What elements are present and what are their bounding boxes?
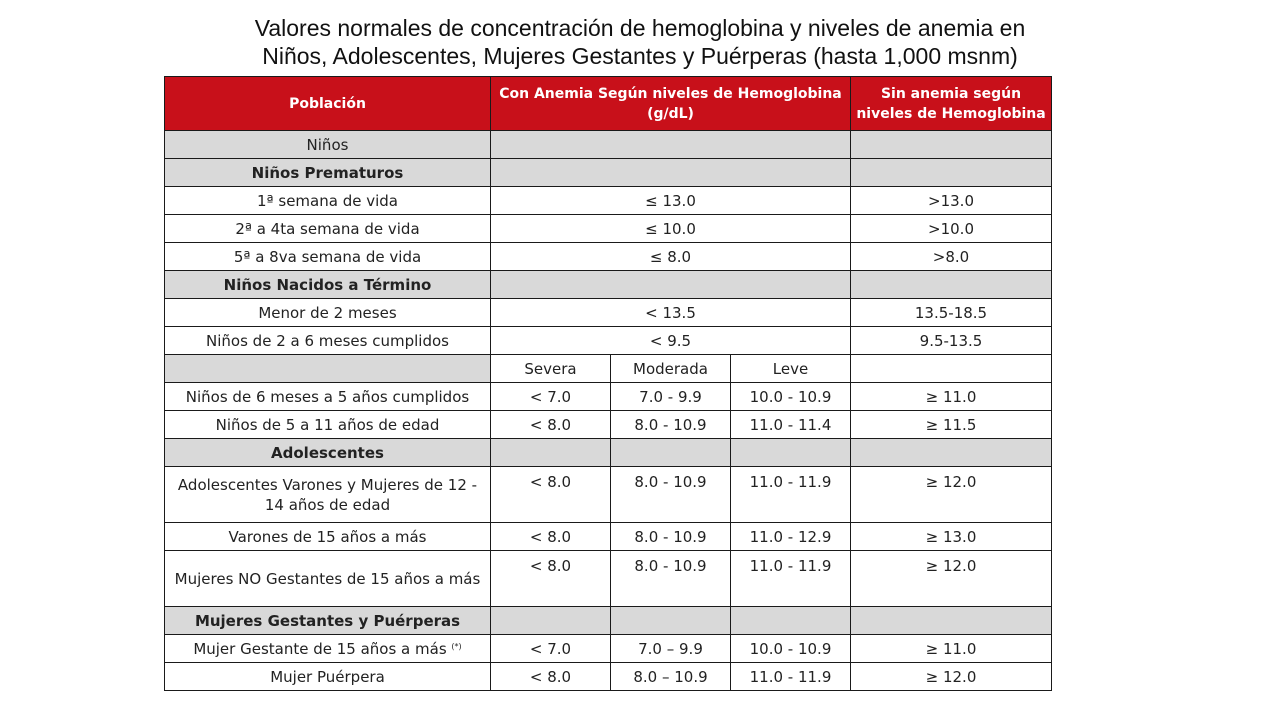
row-label: Menor de 2 meses bbox=[165, 299, 491, 327]
row-label: Niños de 2 a 6 meses cumplidos bbox=[165, 327, 491, 355]
title-line-1: Valores normales de concentración de hemoglobina y niveles de anemia en bbox=[254, 15, 1026, 41]
severa-value: < 8.0 bbox=[491, 411, 611, 439]
table-row bbox=[165, 635, 1052, 663]
con-anemia-value: < 9.5 bbox=[491, 327, 851, 355]
section-label-ninos: Niños bbox=[165, 131, 491, 159]
table-row bbox=[165, 243, 1052, 271]
row-label: Niños de 5 a 11 años de edad bbox=[165, 411, 491, 439]
section-row bbox=[165, 131, 1052, 159]
sin-anemia-value: ≥ 12.0 bbox=[851, 467, 1052, 523]
sin-anemia-value: ≥ 13.0 bbox=[851, 523, 1052, 551]
empty-cell bbox=[731, 607, 851, 635]
table-row bbox=[165, 467, 1052, 523]
empty-cell bbox=[491, 439, 611, 467]
table-row bbox=[165, 383, 1052, 411]
empty-cell bbox=[851, 131, 1052, 159]
severity-label-severa: Severa bbox=[491, 355, 611, 383]
row-label: Varones de 15 años a más bbox=[165, 523, 491, 551]
empty-cell bbox=[851, 355, 1052, 383]
sin-anemia-value: ≥ 11.5 bbox=[851, 411, 1052, 439]
table-row bbox=[165, 327, 1052, 355]
severity-label-moderada: Moderada bbox=[611, 355, 731, 383]
section-row bbox=[165, 271, 1052, 299]
moderada-value: 8.0 – 10.9 bbox=[611, 663, 731, 691]
empty-cell bbox=[851, 607, 1052, 635]
row-label-cell bbox=[165, 635, 491, 663]
sin-anemia-value: ≥ 11.0 bbox=[851, 383, 1052, 411]
moderada-value: 8.0 - 10.9 bbox=[611, 523, 731, 551]
leve-value: 11.0 - 11.9 bbox=[731, 663, 851, 691]
empty-cell bbox=[611, 607, 731, 635]
severa-value: < 8.0 bbox=[491, 663, 611, 691]
sin-anemia-value: ≥ 11.0 bbox=[851, 635, 1052, 663]
header-con-anemia: Con Anemia Según niveles de Hemoglobina (g/dL) bbox=[491, 77, 851, 131]
header-poblacion: Población bbox=[165, 77, 491, 131]
table-row bbox=[165, 187, 1052, 215]
row-label: Adolescentes Varones y Mujeres de 12 - 14 años de edad bbox=[165, 467, 491, 523]
section-label-adolescentes: Adolescentes bbox=[165, 439, 491, 467]
leve-value: 11.0 - 12.9 bbox=[731, 523, 851, 551]
section-label-prematuros: Niños Prematuros bbox=[165, 159, 491, 187]
section-row bbox=[165, 439, 1052, 467]
table-row bbox=[165, 411, 1052, 439]
row-label: Mujer Puérpera bbox=[165, 663, 491, 691]
sin-anemia-value: ≥ 12.0 bbox=[851, 551, 1052, 607]
leve-value: 11.0 - 11.9 bbox=[731, 551, 851, 607]
section-label-a-termino: Niños Nacidos a Término bbox=[165, 271, 491, 299]
empty-cell bbox=[851, 271, 1052, 299]
table-row bbox=[165, 551, 1052, 607]
empty-cell bbox=[851, 159, 1052, 187]
moderada-value: 8.0 - 10.9 bbox=[611, 467, 731, 523]
severa-value: < 7.0 bbox=[491, 383, 611, 411]
moderada-value: 7.0 – 9.9 bbox=[611, 635, 731, 663]
severity-label-leve: Leve bbox=[731, 355, 851, 383]
table-row bbox=[165, 663, 1052, 691]
empty-cell bbox=[491, 131, 851, 159]
empty-cell bbox=[611, 439, 731, 467]
table-row bbox=[165, 523, 1052, 551]
con-anemia-value: ≤ 8.0 bbox=[491, 243, 851, 271]
empty-cell bbox=[491, 607, 611, 635]
section-row bbox=[165, 159, 1052, 187]
table-header-row bbox=[165, 77, 1052, 131]
row-label: 5ª a 8va semana de vida bbox=[165, 243, 491, 271]
severa-value: < 8.0 bbox=[491, 551, 611, 607]
row-label: Niños de 6 meses a 5 años cumplidos bbox=[165, 383, 491, 411]
table-row bbox=[165, 215, 1052, 243]
severa-value: < 8.0 bbox=[491, 467, 611, 523]
sin-anemia-value: >8.0 bbox=[851, 243, 1052, 271]
sin-anemia-value: 9.5-13.5 bbox=[851, 327, 1052, 355]
leve-value: 10.0 - 10.9 bbox=[731, 383, 851, 411]
row-label: 2ª a 4ta semana de vida bbox=[165, 215, 491, 243]
section-label-gestantes: Mujeres Gestantes y Puérperas bbox=[165, 607, 491, 635]
moderada-value: 8.0 - 10.9 bbox=[611, 411, 731, 439]
leve-value: 11.0 - 11.4 bbox=[731, 411, 851, 439]
sin-anemia-value: >13.0 bbox=[851, 187, 1052, 215]
severa-value: < 7.0 bbox=[491, 635, 611, 663]
footnote-marker: (*) bbox=[451, 641, 462, 651]
row-label: Mujeres NO Gestantes de 15 años a más bbox=[165, 551, 491, 607]
empty-cell bbox=[165, 355, 491, 383]
moderada-value: 7.0 - 9.9 bbox=[611, 383, 731, 411]
con-anemia-value: ≤ 10.0 bbox=[491, 215, 851, 243]
empty-cell bbox=[491, 271, 851, 299]
moderada-value: 8.0 - 10.9 bbox=[611, 551, 731, 607]
table-row bbox=[165, 299, 1052, 327]
empty-cell bbox=[731, 439, 851, 467]
row-label: Mujer Gestante de 15 años a más bbox=[193, 639, 447, 658]
con-anemia-value: ≤ 13.0 bbox=[491, 187, 851, 215]
title-line-2: Niños, Adolescentes, Mujeres Gestantes y Puérperas (hasta 1,000 msnm) bbox=[262, 43, 1018, 69]
hemoglobin-table bbox=[164, 76, 1052, 691]
leve-value: 10.0 - 10.9 bbox=[731, 635, 851, 663]
sin-anemia-value: >10.0 bbox=[851, 215, 1052, 243]
header-sin-anemia: Sin anemia según niveles de Hemoglobina bbox=[851, 77, 1052, 131]
severa-value: < 8.0 bbox=[491, 523, 611, 551]
row-label: 1ª semana de vida bbox=[165, 187, 491, 215]
sin-anemia-value: ≥ 12.0 bbox=[851, 663, 1052, 691]
empty-cell bbox=[491, 159, 851, 187]
con-anemia-value: < 13.5 bbox=[491, 299, 851, 327]
severity-header-row bbox=[165, 355, 1052, 383]
empty-cell bbox=[851, 439, 1052, 467]
leve-value: 11.0 - 11.9 bbox=[731, 467, 851, 523]
section-row bbox=[165, 607, 1052, 635]
page-title bbox=[0, 14, 1280, 70]
sin-anemia-value: 13.5-18.5 bbox=[851, 299, 1052, 327]
